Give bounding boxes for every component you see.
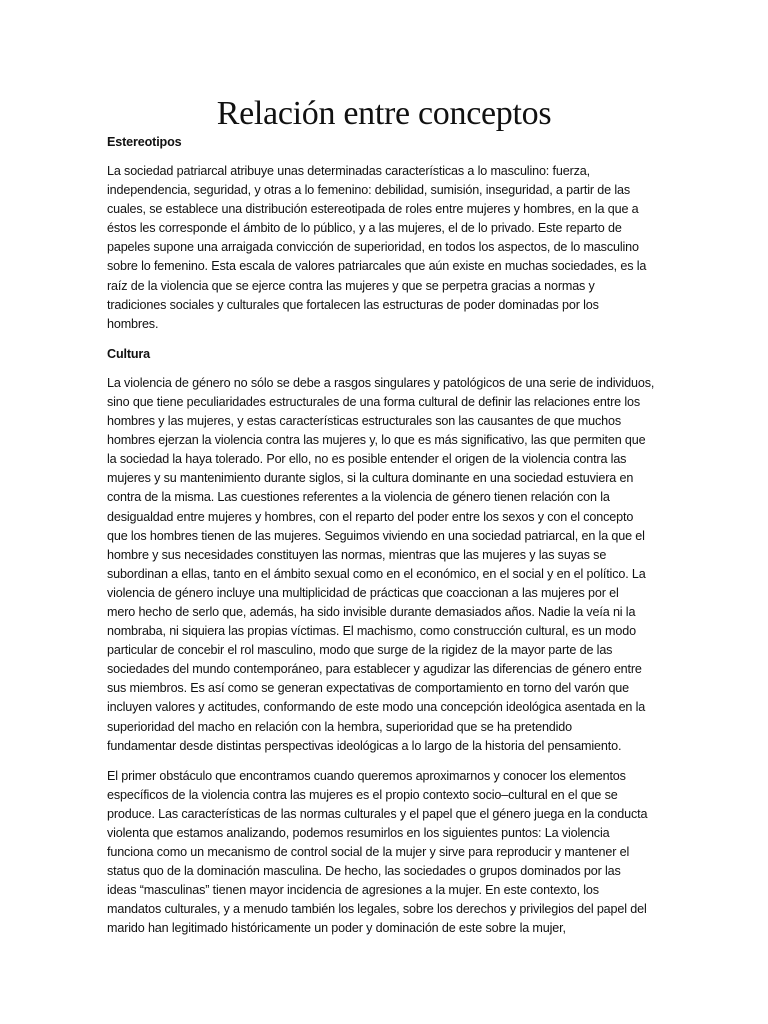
text-line: hombres. xyxy=(107,316,159,331)
text-line: mero hecho de serlo que, además, ha sido invisible durante demasiados años. Nadie la veía ni la xyxy=(107,604,636,619)
document-body xyxy=(107,133,665,950)
paragraph xyxy=(107,767,665,939)
text-line: específicos de la violencia contra las mujeres es el propio contexto socio–cultural en el que se xyxy=(107,787,618,802)
paragraph xyxy=(107,162,665,334)
text-line: violenta que estamos analizando, podemos resumirlos en los siguientes puntos: La violencia xyxy=(107,826,610,840)
section-heading: Estereotipos xyxy=(107,135,182,149)
text-line: incluyen valores y actitudes, conformando de este modo una concepción ideológica asentada en la xyxy=(107,700,646,715)
text-line: mujeres y su mantenimiento durante siglos, si la cultura dominante en una sociedad estuviera en xyxy=(107,471,634,486)
text-line: cuales, se establece una distribución estereotipada de roles entre mujeres y hombres, en la que a xyxy=(107,202,639,217)
text-line: independencia, seguridad, y otras a lo femenino: debilidad, sumisión, inseguridad, a partir de las xyxy=(107,183,630,198)
text-line: éstos les corresponde el ámbito de lo público, y a las mujeres, el de lo privado. Este reparto de xyxy=(107,221,622,236)
text-line: funciona como un mecanismo de control social de la mujer y sirve para reproducir y mantener el xyxy=(107,845,630,860)
text-line: raíz de la violencia que se ejerce contra las mujeres y que se perpetra gracias a normas y xyxy=(107,278,595,293)
text-line: hombres y las mujeres, y estas características estructurales son las causantes de que muchos xyxy=(107,414,621,429)
text-line: tradiciones sociales y culturales que fortalecen las estructuras de poder dominadas por los xyxy=(107,297,599,312)
text-line: violencia de género incluye una multiplicidad de prácticas que coaccionan a las mujeres por el xyxy=(107,585,619,600)
text-line: nombraba, ni siquiera las propias víctimas. El machismo, como construcción cultural, es un modo xyxy=(107,624,636,639)
text-line: ideas “masculinas” tienen mayor incidencia de agresiones a la mujer. En este contexto, los xyxy=(107,883,599,898)
text-line: mandatos culturales, y a menudo también los legales, sobre los derechos y privilegios del papel del xyxy=(107,902,647,917)
text-line: superioridad del macho en relación con la hembra, superioridad que se ha pretendido xyxy=(107,719,573,734)
text-line: particular de concebir el rol masculino, modo que surge de la rigidez de la mayor parte de las xyxy=(107,643,613,658)
text-line: marido han legitimado históricamente un poder y dominación de este sobre la mujer, xyxy=(107,921,566,936)
text-line: sus miembros. Es así como se generan expectativas de comportamiento en torno del varón que xyxy=(107,681,630,696)
text-line: status quo de la dominación masculina. De hecho, las sociedades o grupos dominados por las xyxy=(107,864,621,879)
text-line: contra de la misma. Las cuestiones referentes a la violencia de género tienen relación con la xyxy=(107,490,610,505)
text-line: El primer obstáculo que encontramos cuando queremos aproximarnos y conocer los elementos xyxy=(107,768,626,783)
text-line: hombres ejerzan la violencia contra las mujeres y, lo que es más significativo, las que permiten que xyxy=(107,433,646,448)
text-line: sino que tiene peculiaridades estructurales de una forma cultural de definir las relaciones entre los xyxy=(107,394,640,409)
text-line: desigualdad entre mujeres y hombres, con el reparto del poder entre los sexos y con el concepto xyxy=(107,509,634,524)
document-title: Relación entre conceptos xyxy=(216,95,552,132)
text-line: subordinan a ellas, tanto en el ámbito sexual como en el económico, en el social y en el político. La xyxy=(107,566,646,581)
text-line: papeles supone una arraigada convicción de superioridad, en todos los aspectos, de lo masculino xyxy=(107,240,639,255)
text-line: produce. Las características de las normas culturales y el papel que el género juega en la conducta xyxy=(107,806,648,821)
text-line: la sociedad la haya tolerado. Por ello, no es posible entender el origen de la violencia contra las xyxy=(107,452,627,467)
section-heading: Cultura xyxy=(107,346,151,361)
paragraph xyxy=(107,374,665,756)
text-line: que los hombres tienen de las mujeres. Seguimos viviendo en una sociedad patriarcal, en la que el xyxy=(107,528,645,543)
text-line: fundamentar desde distintas perspectivas ideológicas a lo largo de la historia del pensamiento. xyxy=(107,738,622,753)
text-line: La sociedad patriarcal atribuye unas determinadas características a lo masculino: fuerza, xyxy=(107,164,590,178)
text-line: sociedades del mundo contemporáneo, para establecer y agudizar las diferencias de género entre xyxy=(107,662,642,677)
text-line: hombre y sus necesidades constituyen las normas, mientras que las mujeres y las suyas se xyxy=(107,547,607,562)
text-line: La violencia de género no sólo se debe a rasgos singulares y patológicos de una serie de individuos, xyxy=(107,375,655,390)
text-line: sobre lo femenino. Esta escala de valores patriarcales que aún existe en muchas sociedades, es la xyxy=(107,259,647,274)
